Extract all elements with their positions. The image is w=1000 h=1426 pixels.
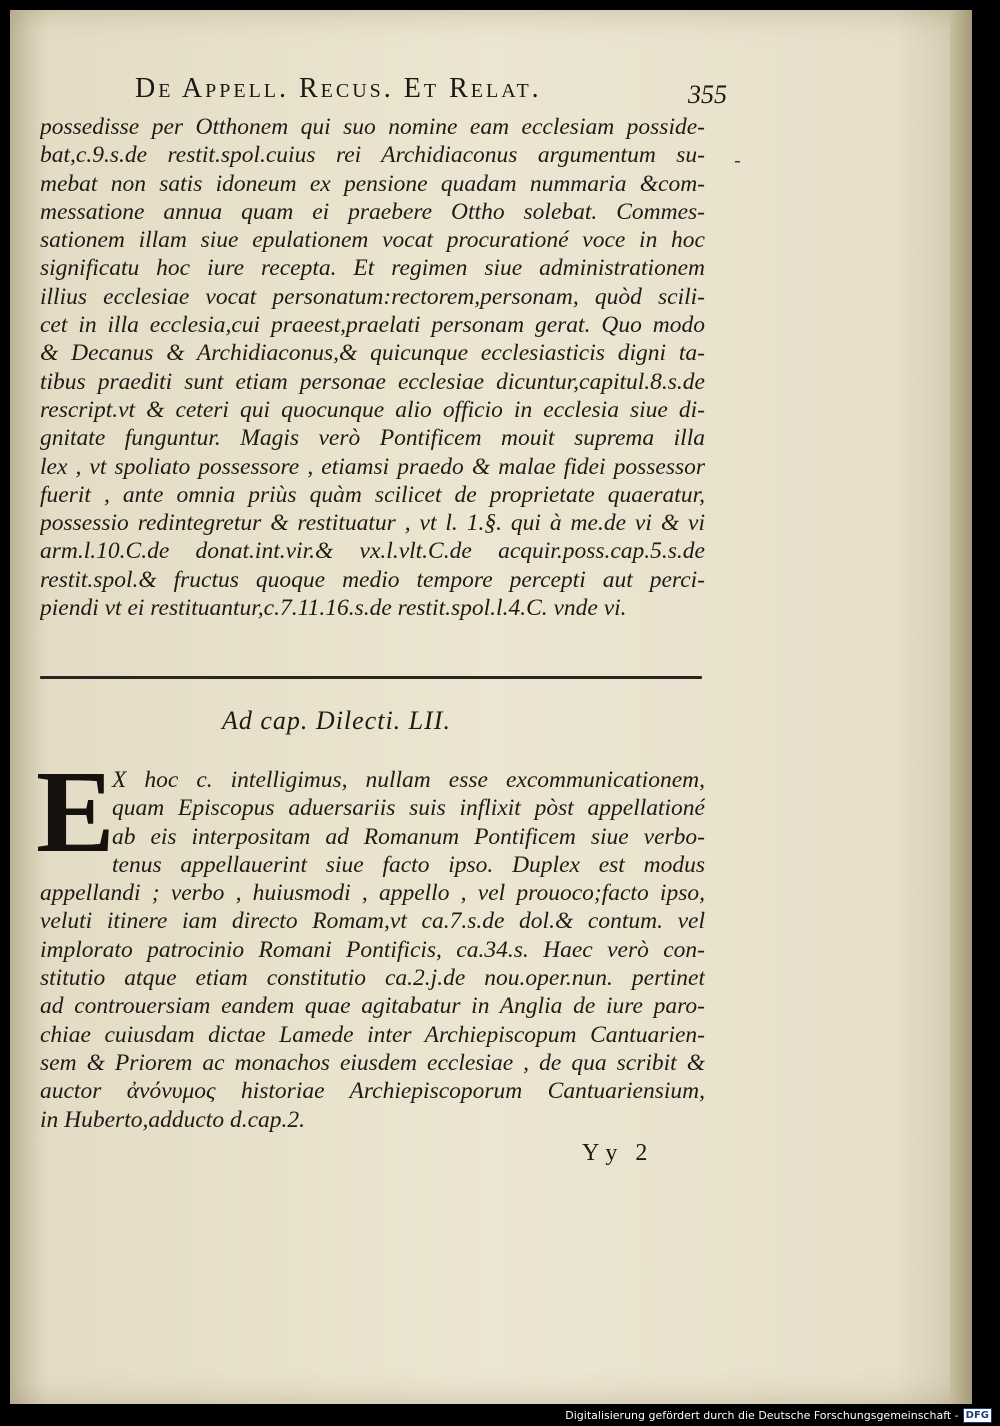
text-line: tibus praediti sunt etiam personae ecclesiae dicuntur,capitul.8.s.de (40, 368, 705, 395)
text-line: fuerit , ante omnia priùs quàm scilicet de proprietate quaeratur, (40, 481, 705, 508)
signature-mark: Yy 2 (582, 1140, 654, 1166)
text-line: lex , vt spoliato possessore , etiamsi praedo & malae fidei possessor (40, 453, 705, 480)
text-line: & Decanus & Archidiaconus,& quicunque ecclesiasticis digni ta- (40, 340, 705, 367)
text-line: significatu hoc iure recepta. Et regimen siue administrationem (40, 255, 705, 282)
credit-text: Digitalisierung gefördert durch die Deutsche Forschungsgemeinschaft - (565, 1408, 959, 1422)
body-text-block (40, 113, 705, 622)
text-line: cet in illa ecclesia,cui praeest,praelati personam gerat. Quo modo (40, 312, 705, 339)
text-line: in Huberto,adducto d.cap.2. (40, 1106, 305, 1133)
text-line: messatione annua quam ei praebere Ottho solebat. Commes- (40, 198, 705, 225)
text-line: bat,c.9.s.de restit.spol.cuius rei Archidiaconus argumentum su- (40, 142, 705, 169)
text-line: veluti itinere iam directo Romam,vt ca.7.s.de dol.& contum. vel (40, 908, 705, 935)
text-line: arm.l.10.C.de donat.int.vir.& vx.l.vlt.C.de acquir.poss.cap.5.s.de (40, 538, 705, 565)
text-line: possedisse per Otthonem qui suo nomine eam ecclesiam posside- (40, 114, 705, 140)
text-line: mebat non satis idoneum ex pensione quadam nummaria &com- (40, 170, 705, 197)
text-line: gnitate funguntur. Magis verò Pontificem mouit suprema illa (40, 425, 705, 452)
text-line: chiae cuiusdam dictae Lamede inter Archiepiscopum Cantuarien- (40, 1021, 705, 1048)
text-line: X hoc c. intelligimus, nullam esse excommunicationem, (112, 767, 705, 793)
margin-mark: - (734, 148, 741, 172)
text-line: tenus appellauerint siue facto ipso. Duplex est modus (112, 851, 705, 878)
text-line: sationem illam siue epulationem vocat procurationé voce in hoc (40, 227, 705, 254)
page-number: 355 (688, 80, 727, 109)
digitization-credit (565, 1407, 992, 1423)
decorated-initial: E (36, 746, 115, 877)
text-line: implorato patrocinio Romani Pontificis, ca.34.s. Haec verò con- (40, 936, 705, 963)
text-line: piendi vt ei restituantur,c.7.11.16.s.de restit.spol.l.4.C. vnde vi. (40, 595, 627, 622)
text-line: ad controuersiam eandem quae agitabatur in Anglia de iure paro- (40, 993, 705, 1020)
page-edge (950, 10, 972, 1404)
section-title: Ad cap. Dilecti. LII. (222, 706, 451, 735)
section-text-block (40, 766, 705, 1134)
text-line: rescript.vt & ceteri qui quocunque alio officio in ecclesia siue di- (40, 396, 705, 423)
running-head: De Appell. Recus. Et Relat. (135, 73, 542, 104)
dfg-logo: DFG (963, 1408, 992, 1423)
text-line: quam Episcopus aduersariis suis inflixit pòst appellationé (112, 795, 705, 822)
text-line: restit.spol.& fructus quoque medio tempore percepti aut perci- (40, 566, 705, 593)
section-divider (40, 676, 702, 679)
text-line: illius ecclesiae vocat personatum:rectorem,personam, quòd scili- (40, 283, 705, 310)
text-line: appellandi ; verbo , huiusmodi , appello , vel prouoco;facto ipso, (40, 880, 705, 907)
text-line: stitutio atque etiam constitutio ca.2.j.de nou.oper.nun. pertinet (40, 965, 705, 992)
text-line: auctor ἀνόνυμος historiae Archiepiscoporum Cantuariensium, (40, 1078, 705, 1105)
text-line: sem & Priorem ac monachos eiusdem ecclesiae , de qua scribit & (40, 1049, 705, 1076)
text-line: ab eis interpositam ad Romanum Pontificem siue verbo- (112, 823, 705, 850)
text-line: possessio redintegretur & restituatur , vt l. 1.§. qui à me.de vi & vi (40, 510, 705, 537)
